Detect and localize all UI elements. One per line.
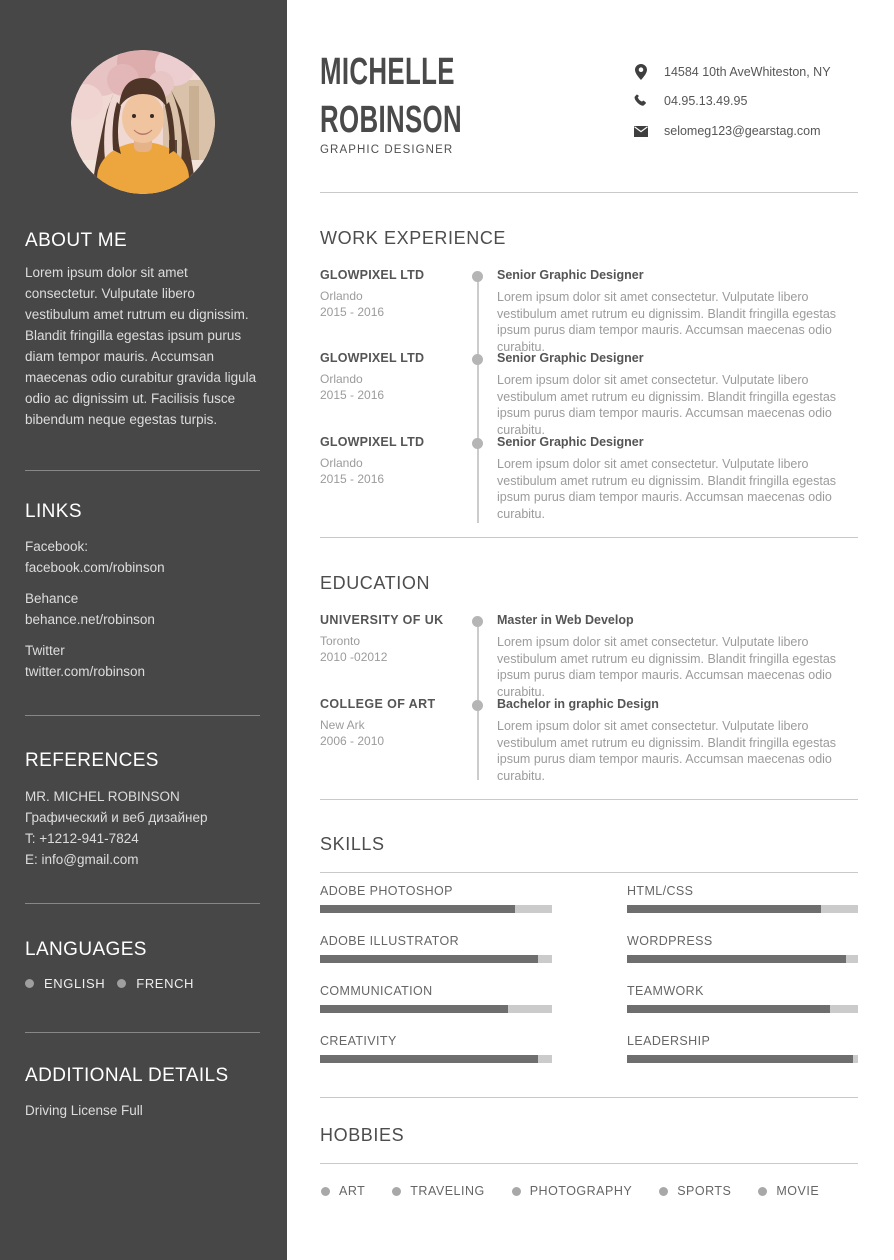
reference-email[interactable]: E: info@gmail.com	[25, 852, 139, 867]
languages-list	[25, 976, 194, 991]
role-title: Senior Graphic Designer	[497, 435, 644, 449]
profile-photo-illustration	[71, 50, 215, 194]
role-title: Senior Graphic Designer	[497, 351, 644, 365]
hobbies-list	[321, 1184, 819, 1198]
additional-details-heading: ADDITIONAL DETAILS	[25, 1065, 229, 1086]
contact-phone-text[interactable]: 04.95.13.49.95	[664, 94, 748, 108]
skill-bar-fill	[320, 1005, 508, 1013]
skill-bar-track	[320, 905, 552, 913]
language-item	[117, 976, 194, 991]
bullet-dot-icon	[512, 1187, 521, 1196]
education-entry-right	[497, 697, 858, 784]
reference-phone[interactable]: T: +1212-941-7824	[25, 831, 139, 846]
role-description: Lorem ipsum dolor sit amet consectetur. Vulputate libero vestibulum amet rutrum eu dignissim. Blandit fringilla egestas ipsum purus diam tempor mauris. Accumsan maecenas odio curabitu.	[497, 290, 837, 354]
skill-label: CREATIVITY	[320, 1034, 397, 1048]
language-label: FRENCH	[136, 976, 195, 991]
hobby-item	[392, 1184, 484, 1198]
entry-dates: 2015 - 2016	[320, 388, 385, 402]
hobbies-heading: HOBBIES	[320, 1125, 405, 1145]
degree-description: Lorem ipsum dolor sit amet consectetur. Vulputate libero vestibulum amet rutrum eu dignissim. Blandit fringilla egestas ipsum purus diam tempor mauris. Accumsan maecenas odio curabitu.	[497, 719, 837, 783]
skill-bar-track	[627, 1005, 858, 1013]
link-label: Facebook:	[25, 539, 89, 554]
skill-bar-fill	[320, 905, 515, 913]
skill-bar-track	[320, 1005, 552, 1013]
section-divider	[320, 799, 858, 800]
links-list	[25, 536, 263, 692]
job-title: GRAPHIC DESIGNER	[320, 144, 454, 156]
timeline-line	[477, 273, 479, 523]
skill-bar-fill	[320, 1055, 538, 1063]
skill-label: LEADERSHIP	[627, 1034, 711, 1048]
entry-location: Orlando	[320, 372, 363, 386]
section-divider	[320, 872, 858, 873]
company-name: GLOWPIXEL LTD	[320, 435, 425, 449]
contact-address	[634, 64, 831, 80]
references-block	[25, 786, 263, 870]
education-entry-left	[320, 613, 465, 665]
role-description: Lorem ipsum dolor sit amet consectetur. Vulputate libero vestibulum amet rutrum eu dignissim. Blandit fringilla egestas ipsum purus diam tempor mauris. Accumsan maecenas odio curabitu.	[497, 457, 837, 521]
bullet-dot-icon	[392, 1187, 401, 1196]
language-item	[25, 976, 105, 991]
sidebar-divider	[25, 470, 260, 471]
skill-item	[320, 884, 552, 913]
skill-item	[320, 984, 552, 1013]
language-label: ENGLISH	[44, 976, 106, 991]
phone-icon	[634, 94, 648, 108]
link-url[interactable]: twitter.com/robinson	[25, 664, 146, 679]
entry-dates: 2015 - 2016	[320, 472, 385, 486]
link-label: Twitter	[25, 643, 65, 658]
link-item-facebook	[25, 536, 263, 578]
company-name: GLOWPIXEL LTD	[320, 268, 425, 282]
entry-location: Toronto	[320, 634, 361, 648]
skill-bar-track	[627, 955, 858, 963]
link-url[interactable]: facebook.com/robinson	[25, 560, 165, 575]
skill-label: ADOBE PHOTOSHOP	[320, 884, 453, 898]
skill-item	[627, 884, 858, 913]
education-entry-left	[320, 697, 465, 749]
bullet-dot-icon	[758, 1187, 767, 1196]
skill-bar-track	[627, 905, 858, 913]
additional-details-text: Driving License Full	[25, 1103, 143, 1118]
skill-bar-fill	[627, 1055, 853, 1063]
entry-location: Orlando	[320, 289, 363, 303]
timeline-dot	[472, 616, 483, 627]
education-heading: EDUCATION	[320, 573, 431, 593]
skill-label: HTML/CSS	[627, 884, 694, 898]
work-entry-right	[497, 351, 858, 438]
entry-dates: 2006 - 2010	[320, 734, 385, 748]
entry-dates: 2015 - 2016	[320, 305, 385, 319]
hobby-label: TRAVELING	[410, 1184, 485, 1198]
role-description: Lorem ipsum dolor sit amet consectetur. Vulputate libero vestibulum amet rutrum eu dignissim. Blandit fringilla egestas ipsum purus diam tempor mauris. Accumsan maecenas odio curabitu.	[497, 373, 837, 437]
hobby-item	[321, 1184, 365, 1198]
bullet-dot-icon	[321, 1187, 330, 1196]
hobby-label: ART	[339, 1184, 366, 1198]
sidebar	[0, 0, 287, 1260]
skill-item	[320, 934, 552, 963]
skills-heading: SKILLS	[320, 834, 385, 854]
timeline-dot	[472, 700, 483, 711]
hobby-item	[758, 1184, 819, 1198]
last-name: ROBINSON	[320, 99, 462, 141]
skill-item	[627, 984, 858, 1013]
link-item-twitter	[25, 640, 263, 682]
bullet-dot-icon	[25, 979, 34, 988]
link-label: Behance	[25, 591, 79, 606]
sidebar-divider	[25, 1032, 260, 1033]
timeline-dot	[472, 271, 483, 282]
contact-email	[634, 124, 821, 138]
sidebar-divider	[25, 903, 260, 904]
reference-name: MR. MICHEL ROBINSON	[25, 789, 180, 804]
skill-bar-fill	[320, 955, 538, 963]
skill-item	[320, 1034, 552, 1063]
contact-address-text: 14584 10th AveWhiteston, NY	[664, 65, 831, 79]
link-url[interactable]: behance.net/robinson	[25, 612, 155, 627]
role-title: Senior Graphic Designer	[497, 268, 644, 282]
languages-heading: LANGUAGES	[25, 939, 147, 960]
bullet-dot-icon	[659, 1187, 668, 1196]
education-entry-right	[497, 613, 858, 700]
hobby-label: SPORTS	[677, 1184, 732, 1198]
contact-phone	[634, 94, 747, 108]
work-entry-right	[497, 435, 858, 522]
sidebar-divider	[25, 715, 260, 716]
bullet-dot-icon	[117, 979, 126, 988]
skill-label: TEAMWORK	[627, 984, 704, 998]
hobby-item	[659, 1184, 731, 1198]
work-entry-left	[320, 268, 465, 320]
work-experience-heading: WORK EXPERIENCE	[320, 228, 507, 248]
timeline-line	[477, 618, 479, 780]
skill-bar-fill	[627, 905, 821, 913]
section-divider	[320, 192, 858, 193]
section-divider	[320, 1097, 858, 1098]
skill-item	[627, 1034, 858, 1063]
degree-title: Bachelor in graphic Design	[497, 697, 659, 711]
timeline-dot	[472, 438, 483, 449]
hobby-label: PHOTOGRAPHY	[529, 1184, 633, 1198]
skill-bar-track	[320, 1055, 552, 1063]
person-name	[320, 48, 462, 144]
entry-location: Orlando	[320, 456, 363, 470]
skill-bar-track	[627, 1055, 858, 1063]
skill-bar-fill	[627, 955, 846, 963]
about-me-heading: ABOUT ME	[25, 230, 128, 251]
skill-bar-track	[320, 955, 552, 963]
skill-item	[627, 934, 858, 963]
profile-photo	[71, 50, 215, 194]
location-pin-icon	[634, 64, 648, 80]
skill-label: ADOBE ILLUSTRATOR	[320, 934, 460, 948]
first-name: MICHELLE	[320, 51, 455, 93]
section-divider	[320, 537, 858, 538]
skill-label: COMMUNICATION	[320, 984, 433, 998]
work-entry-left	[320, 351, 465, 403]
about-me-text: Lorem ipsum dolor sit amet consectetur. Vulputate libero vestibulum amet rutrum eu dignissim. Blandit fringilla egestas ipsum purus diam tempor mauris. Accumsan maecenas odio curabitur gravida ligula odio ac dignissim ut. Facilisis fusce bibendum neque egestas turpis.	[25, 265, 257, 427]
hobby-item	[512, 1184, 633, 1198]
envelope-icon	[634, 126, 648, 137]
references-heading: REFERENCES	[25, 750, 159, 771]
contact-email-text[interactable]: selomeg123@gearstag.com	[664, 124, 821, 138]
entry-dates: 2010 -02012	[320, 650, 388, 664]
link-item-behance	[25, 588, 263, 630]
links-heading: LINKS	[25, 501, 82, 522]
skill-bar-fill	[627, 1005, 830, 1013]
work-entry-left	[320, 435, 465, 487]
degree-description: Lorem ipsum dolor sit amet consectetur. Vulputate libero vestibulum amet rutrum eu dignissim. Blandit fringilla egestas ipsum purus diam tempor mauris. Accumsan maecenas odio curabitu.	[497, 635, 837, 699]
section-divider	[320, 1163, 858, 1164]
skill-label: WORDPRESS	[627, 934, 713, 948]
reference-title: Графический и веб дизайнер	[25, 810, 208, 825]
timeline-dot	[472, 354, 483, 365]
company-name: GLOWPIXEL LTD	[320, 351, 425, 365]
school-name: COLLEGE OF ART	[320, 697, 436, 711]
school-name: UNIVERSITY OF UK	[320, 613, 444, 627]
work-entry-right	[497, 268, 858, 355]
hobby-label: MOVIE	[776, 1184, 820, 1198]
entry-location: New Ark	[320, 718, 365, 732]
degree-title: Master in Web Develop	[497, 613, 634, 627]
skills-grid	[320, 884, 858, 1063]
